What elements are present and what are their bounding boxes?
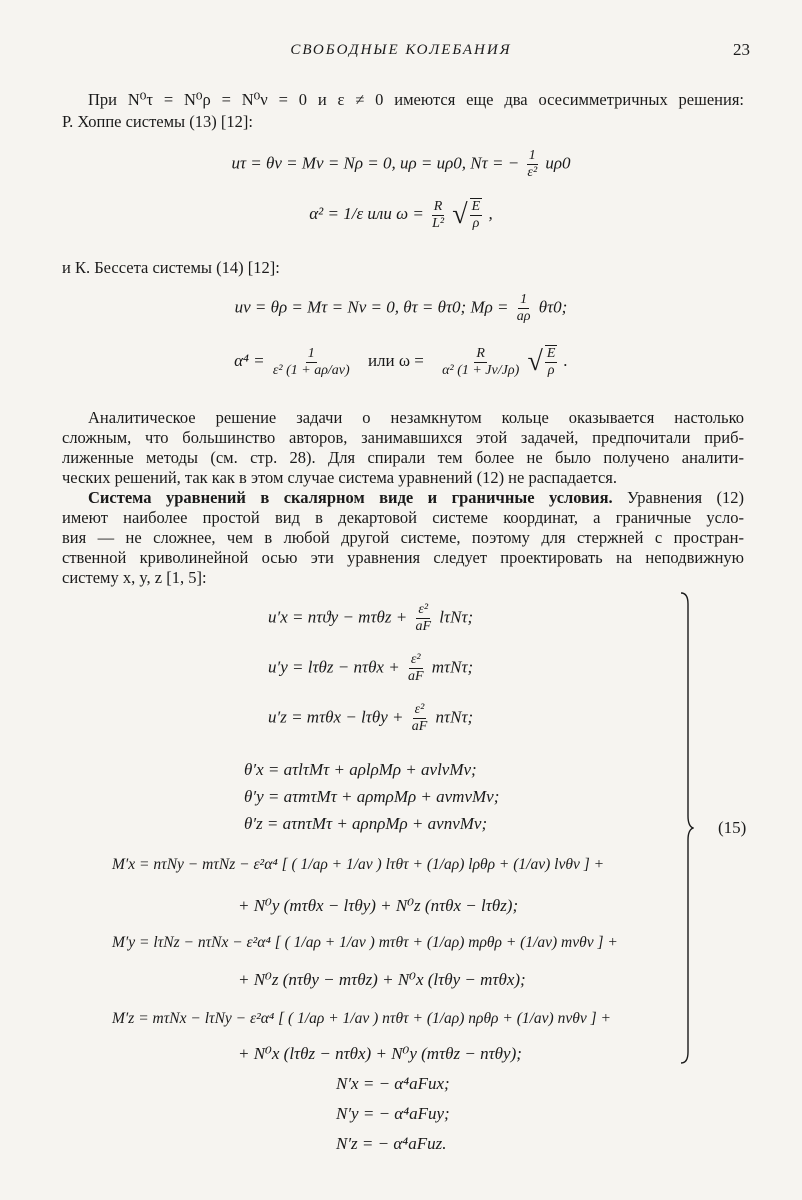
page-number: 23 [733, 40, 750, 59]
paragraph-1-line: лиженные методы (см. стр. 28). Для спирали тем более не было получено аналити- [62, 448, 744, 467]
equation-my-line-1: M′y = lτNz − nτNx − ε²α⁴ [ ( 1/aρ + 1/aν ) mτθτ + (1/aρ) mρθρ + (1/aν) mνθν ] + [112, 934, 618, 951]
equation-theta-x: θ′x = aτlτMτ + aρlρMρ + aνlνMν; [244, 760, 477, 779]
bessett-intro: и К. Бессета системы (14) [12]: [62, 258, 280, 277]
intro-line-2: Р. Хоппе системы (13) [12]: [62, 112, 253, 131]
equation-uz: u′z = mτθx − lτθy + $\frac{\text{ε²}}{aF}$ nτNτ; [268, 702, 474, 734]
equation-nz: N′z = − α⁴aFuz. [336, 1134, 447, 1153]
equation-number: (15) [718, 818, 747, 837]
intro-line-1: При N⁰τ = N⁰ρ = N⁰ν = 0 и ε ≠ 0 имеются еще два осесимметричных решения: [88, 90, 744, 109]
equation-theta-z: θ′z = aτnτMτ + aρnρMρ + aνnνMν; [244, 814, 488, 833]
bessett-equation-2: α⁴ = $\frac{1}{\text{ε² (1 + aρ/aν)}}$ или ω = $\frac{R}{\text{α² (1 + Jν/Jρ)}}$ √ $\frac{E}{\rho}$ . [234, 345, 568, 378]
hoppe-equation-1: uτ = θν = Mν = Nρ = 0, uρ = uρ0, Nτ = − $\frac{1}{\text{ε²}}$ uρ0 [231, 148, 571, 180]
equation-nx: N′x = − α⁴aFux; [336, 1074, 450, 1093]
equation-mx-line-1: M′x = nτNy − mτNz − ε²α⁴ [ ( 1/aρ + 1/aν ) lτθτ + (1/aρ) lρθρ + (1/aν) lνθν ] + [112, 856, 605, 873]
equation-ny: N′y = − α⁴aFuy; [336, 1104, 450, 1123]
paragraph-2-line: систему x, y, z [1, 5]: [62, 568, 207, 587]
equation-mz-line-2: + N⁰x (lτθz − nτθx) + N⁰y (mτθz − nτθy); [238, 1044, 522, 1063]
paragraph-1-line: сложным, что большинство авторов, занимавшихся этой задачей, предпочитали приб- [62, 428, 744, 447]
paragraph-2-line-1: Система уравнений в скалярном виде и граничные условия. Уравнения (12) [88, 488, 744, 507]
paragraph-2-line: ственной криволинейной осью эти уравнения следует проектировать на неподвижную [62, 548, 744, 567]
hoppe-equation-2: α² = 1/ε или ω = $\frac{R}{\text{L²}}$ √ $\frac{E}{\rho}$ , [309, 198, 493, 231]
paragraph-2-line: имеют наиболее простой вид в декартовой системе координат, а граничные усло- [62, 508, 744, 527]
running-title: СВОБОДНЫЕ КОЛЕБАНИЯ [290, 42, 512, 58]
paragraph-2-line: вия — не сложнее, чем в любой другой системе, поэтому для стержней с простран- [62, 528, 744, 547]
equation-theta-y: θ′y = aτmτMτ + aρmρMρ + aνmνMν; [244, 787, 500, 806]
equation-ux: u′x = nτϑy − mτθz + $\frac{\text{ε²}}{aF}$ lτNτ; [268, 602, 474, 634]
equation-mz-line-1: M′z = mτNx − lτNy − ε²α⁴ [ ( 1/aρ + 1/aν ) nτθτ + (1/aρ) nρθρ + (1/aν) nνθν ] + [112, 1010, 611, 1027]
paragraph-1-line: ческих решений, так как в этом случае система уравнений (12) не распадается. [62, 468, 618, 487]
right-brace [680, 592, 694, 1064]
equation-uy: u′y = lτθz − nτθx + $\frac{\text{ε²}}{aF}$ mτNτ; [268, 652, 474, 684]
equation-my-line-2: + N⁰z (nτθy − mτθz) + N⁰x (lτθy − mτθx); [238, 970, 526, 989]
bessett-equation-1: uν = θρ = Mτ = Nν = 0, θτ = θτ0; Mρ = $\frac{1}{a\rho}$ θτ0; [234, 292, 568, 324]
section-heading: Система уравнений в скалярном виде и граничные условия. [88, 488, 613, 507]
equation-mx-line-2: + N⁰y (mτθx − lτθy) + N⁰z (nτθx − lτθz); [238, 896, 519, 915]
paragraph-1-line: Аналитическое решение задачи о незамкнутом кольце оказывается настолько [88, 408, 744, 427]
